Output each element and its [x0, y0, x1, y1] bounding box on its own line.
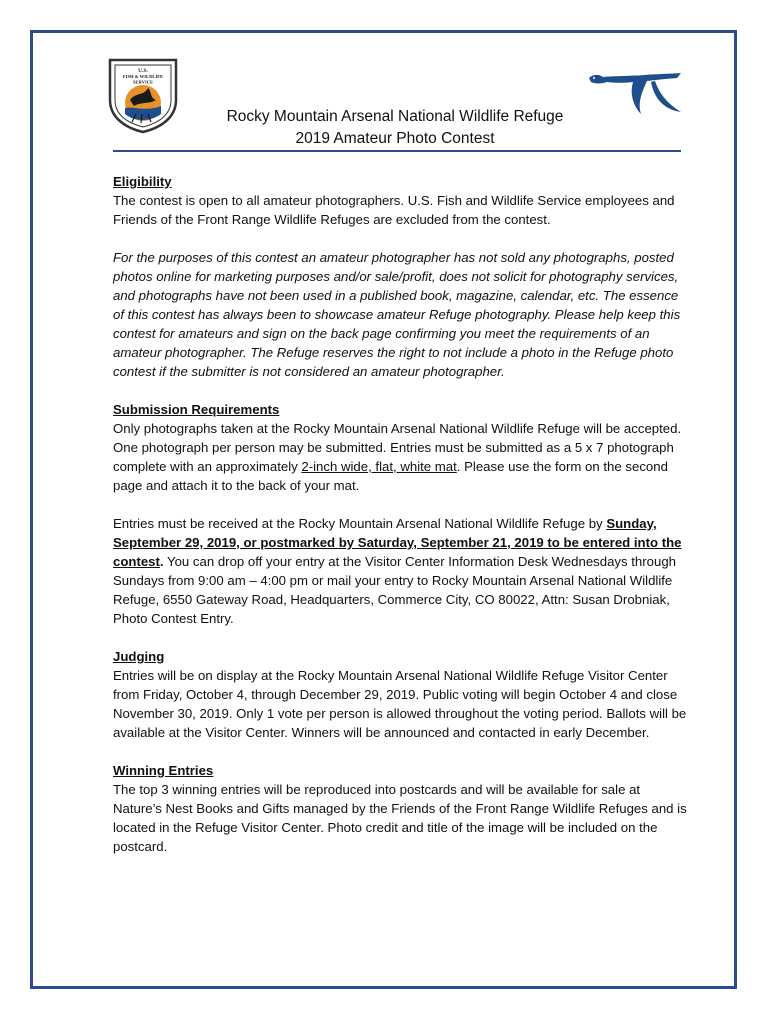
- document-body: [113, 172, 688, 856]
- svg-text:FISH & WILDLIFE: FISH & WILDLIFE: [122, 74, 164, 79]
- submission-paragraph-2: Entries must be received at the Rocky Mountain Arsenal National Wildlife Refuge by Sunday, September 29, 2019, or postmarked by Saturday, September 21, 2019 to be entered into the contest. You can drop off your entry at the Visitor Center Information Desk Wednesdays through Sundays from 9:00 am – 4:00 pm or mail your entry to Rocky Mountain Arsenal National Wildlife Refuge, 6550 Gateway Road, Headquarters, Commerce City, CO 80022, Attn: Susan Drobniak, Photo Contest Entry.: [113, 516, 682, 626]
- usfws-logo: [106, 56, 180, 134]
- submission-heading: Submission Requirements: [113, 402, 280, 417]
- winning-entries-heading: Winning Entries: [113, 763, 214, 778]
- judging-paragraph: Entries will be on display at the Rocky Mountain Arsenal National Wildlife Refuge Visitor Center from Friday, October 4, through December 29, 2019. Public voting will begin October 4 and close November 30, 2019. Only 1 vote per person is allowed throughout the voting period. Ballots will be available at the Visitor Center. Winners will be announced and contacted in early December.: [113, 668, 687, 740]
- document-title: [180, 106, 610, 150]
- svg-text:SERVICE: SERVICE: [132, 79, 154, 85]
- title-line-1: Rocky Mountain Arsenal National Wildlife Refuge: [226, 108, 564, 125]
- eligibility-paragraph: The contest is open to all amateur photographers. U.S. Fish and Wildlife Service employees and Friends of the Front Range Wildlife Refuges are excluded from the contest.: [113, 193, 675, 227]
- amateur-definition-paragraph: For the purposes of this contest an amateur photographer has not sold any photographs, posted photos online for marketing purposes and/or sale/profit, does not solicit for photography services, and photographs have not been used in a published book, magazine, calendar, etc. The essence of this contest has always been to showcase amateur Refuge photography. Please help keep this contest for amateurs and sign on the back page confirming you meet the requirements of an amateur photographer. The Refuge reserves the right to not include a photo in the Refuge photo contest if the submitter is not considered an amateur photographer.: [113, 250, 681, 379]
- winning-entries-paragraph: The top 3 winning entries will be reproduced into postcards and will be available for sale at Nature’s Nest Books and Gifts managed by the Friends of the Front Range Wildlife Refuges and is located in the Refuge Visitor Center. Photo credit and title of the image will be included on the postcard.: [113, 782, 687, 854]
- deadline-text: Sunday, September 29, 2019, or postmarked by Saturday, September 21, 2019 to be entered into the contest: [113, 516, 682, 569]
- mat-requirement: 2-inch wide, flat, white mat: [301, 459, 457, 474]
- title-rule: [113, 150, 681, 152]
- submission-paragraph-1: Only photographs taken at the Rocky Mountain Arsenal National Wildlife Refuge will be accepted. One photograph per person may be submitted. Entries must be submitted as a 5 x 7 photograph complete with an approximately 2-inch wide, flat, white mat. Please use the form on the second page and attach it to the back of your mat.: [113, 421, 682, 493]
- svg-text:U.S.: U.S.: [138, 68, 148, 74]
- judging-heading: Judging: [113, 649, 165, 664]
- eligibility-heading: Eligibility: [113, 174, 172, 189]
- title-line-2: 2019 Amateur Photo Contest: [295, 130, 495, 147]
